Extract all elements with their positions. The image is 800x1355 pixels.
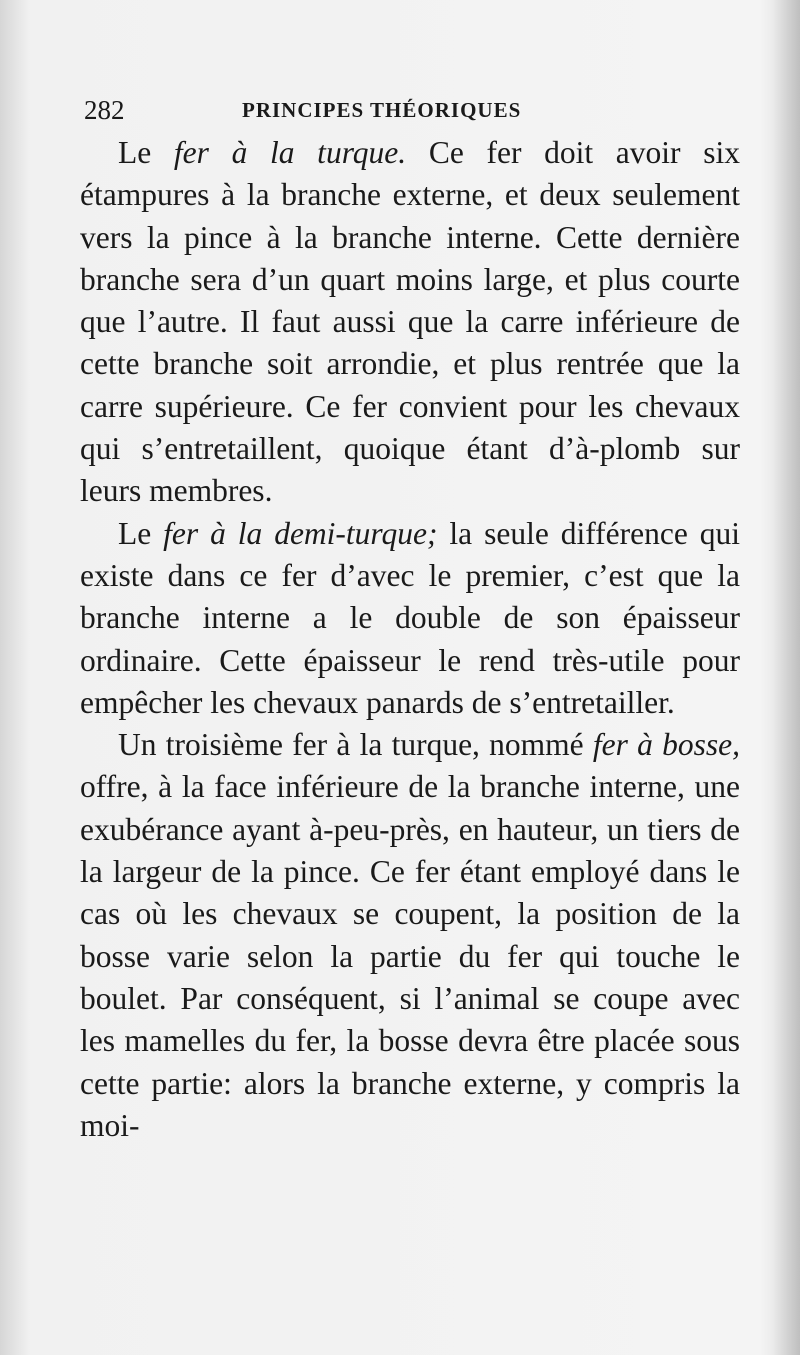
paragraph-text: la seule différence qui existe dans ce fer d’avec le premier, c’est que la branche interne a le double de son épaisseur ordinaire. Cette épaisseur le rend très-utile pour empêcher les chevaux panards de s’entretailler.: [80, 515, 740, 720]
running-head: PRINCIPES THÉORIQUES: [242, 98, 522, 122]
paragraph-lead: Un troisième fer à la turque, nommé: [118, 727, 593, 763]
body-text: [80, 132, 740, 1147]
page-edge-shadow: [772, 0, 800, 1355]
paragraph-term: fer à bosse,: [592, 727, 740, 763]
paragraph-text: Ce fer doit avoir six étampures à la branche externe, et deux seulement vers la pince à la branche interne. Cette dernière branche sera d’un quart moins large, et plus courte que l’autre. Il faut aussi que la carre inférieure de cette branche soit arrondie, et plus rentrée que la carre supérieure. Ce fer convient pour les chevaux qui s’entretaillent, quoique étant d’à-plomb sur leurs membres.: [80, 135, 740, 509]
paragraph-term: fer à la demi-turque;: [163, 515, 438, 551]
paragraph-fer-a-la-turque: [80, 132, 740, 513]
paragraph-fer-a-bosse: [80, 724, 740, 1147]
paragraph-lead: Le: [118, 515, 164, 551]
paragraph-lead: Le: [118, 135, 174, 170]
paragraph-fer-a-la-demi-turque: [80, 513, 740, 724]
page-header: [84, 95, 774, 125]
paragraph-term: fer à la turque.: [173, 135, 407, 170]
page-number: 282: [84, 95, 125, 125]
paragraph-text: offre, à la face inférieure de la branche interne, une exubérance ayant à-peu-près, en hauteur, un tiers de la largeur de la pince. Ce fer étant employé dans le cas où les chevaux se coupent, la position de la bosse varie selon la partie du fer qui touche le boulet. Par conséquent, si l’animal se coupe avec les mamelles du fer, la bosse devra être placée sous cette partie: alors la branche externe, y compris la moi-: [80, 769, 740, 1143]
